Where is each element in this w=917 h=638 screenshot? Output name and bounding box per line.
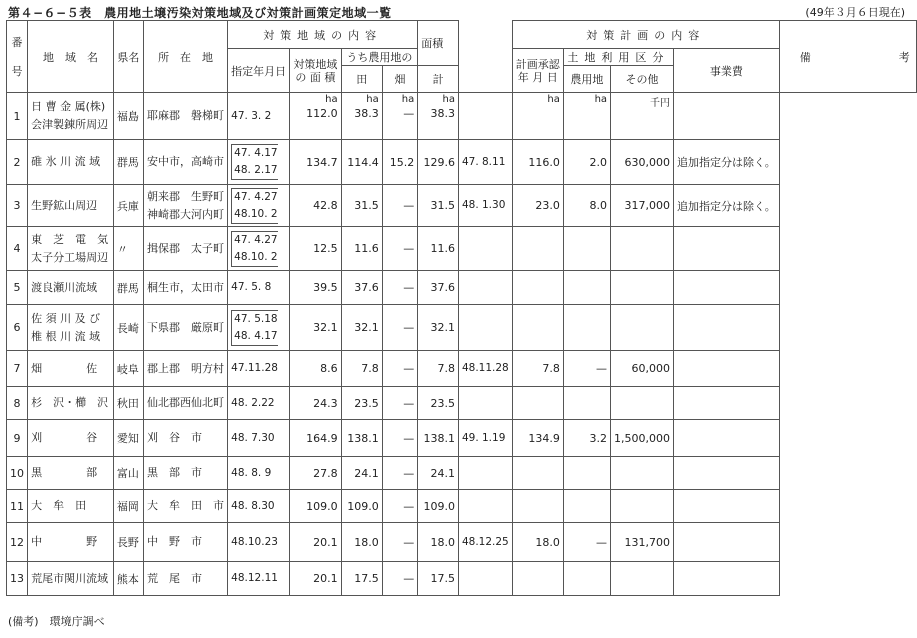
area-name: 荒尾市関川流域 bbox=[28, 562, 114, 596]
row-number: 1 bbox=[7, 93, 28, 140]
prefecture: 長野 bbox=[113, 523, 143, 562]
landuse-other: 8.0 bbox=[563, 185, 610, 227]
remark bbox=[674, 523, 780, 562]
date-bracket: 47. 4.17 48. 2.17 bbox=[231, 144, 277, 180]
unit-ha: ha bbox=[547, 94, 560, 105]
landuse-farm: 18.0 bbox=[512, 523, 563, 562]
field-area: — bbox=[382, 387, 417, 420]
paddy-area: 138.1 bbox=[341, 420, 382, 457]
table-row bbox=[7, 271, 917, 305]
table-row bbox=[7, 305, 917, 351]
header-landuse-group: 土地利用区分 bbox=[563, 49, 673, 66]
header-field: 畑 bbox=[382, 66, 417, 93]
header-no: 番 号 bbox=[7, 21, 28, 93]
project-cost bbox=[611, 93, 674, 140]
project-cost: 60,000 bbox=[611, 351, 674, 387]
header-pref: 県名 bbox=[113, 21, 143, 93]
row-number: 9 bbox=[7, 420, 28, 457]
table-row bbox=[7, 351, 917, 387]
landuse-farm bbox=[512, 271, 563, 305]
project-cost bbox=[611, 490, 674, 523]
designation-date: 48. 2.22 bbox=[228, 387, 290, 420]
remark bbox=[674, 387, 780, 420]
remark bbox=[674, 93, 780, 140]
table-row bbox=[7, 420, 917, 457]
landuse-farm: 7.8 bbox=[512, 351, 563, 387]
approval-date bbox=[458, 457, 512, 490]
region-area: ha 112.0 bbox=[290, 93, 341, 140]
area-name: 佐 須 川 及 び 椎 根 川 流 域 bbox=[28, 305, 114, 351]
table-row bbox=[7, 562, 917, 596]
farm-total: 109.0 bbox=[418, 490, 459, 523]
field-area: — bbox=[382, 305, 417, 351]
location: 耶麻郡 磐梯町 bbox=[143, 93, 227, 140]
farm-total: 24.1 bbox=[418, 457, 459, 490]
designation-date: 48. 7.30 bbox=[228, 420, 290, 457]
approval-date bbox=[458, 227, 512, 271]
date-bracket: 47. 4.27 48.10. 2 bbox=[231, 188, 277, 224]
landuse-farm bbox=[512, 305, 563, 351]
region-area: 24.3 bbox=[290, 387, 341, 420]
area-name: 碓 氷 川 流 域 bbox=[28, 140, 114, 185]
row-number: 13 bbox=[7, 562, 28, 596]
paddy-area: 17.5 bbox=[341, 562, 382, 596]
project-cost: 1,500,000 bbox=[611, 420, 674, 457]
project-cost: 317,000 bbox=[611, 185, 674, 227]
project-cost: 630,000 bbox=[611, 140, 674, 185]
region-area: 27.8 bbox=[290, 457, 341, 490]
landuse-other bbox=[563, 562, 610, 596]
approval-date: 47. 8.11 bbox=[458, 140, 512, 185]
landuse-farm: 116.0 bbox=[512, 140, 563, 185]
area-name: 渡良瀬川流域 bbox=[28, 271, 114, 305]
prefecture: 群馬 bbox=[113, 140, 143, 185]
table-title: 第４−６−５表 農用地土壌汚染対策地域及び対策計画策定地域一覧 bbox=[8, 6, 392, 20]
location: 揖保郡 太子町 bbox=[143, 227, 227, 271]
farm-total: 11.6 bbox=[418, 227, 459, 271]
row-number: 10 bbox=[7, 457, 28, 490]
table-row bbox=[7, 140, 917, 185]
area-name: 杉 沢・櫛 沢 bbox=[28, 387, 114, 420]
paddy-area: 7.8 bbox=[341, 351, 382, 387]
unit-ha: ha bbox=[442, 94, 455, 105]
prefecture: 福島 bbox=[113, 93, 143, 140]
landuse-farm bbox=[512, 93, 563, 140]
row-number: 8 bbox=[7, 387, 28, 420]
source-note: (備考) 環境庁調べ bbox=[8, 615, 105, 628]
unit-ha: ha bbox=[594, 94, 608, 105]
landuse-other bbox=[563, 490, 610, 523]
field-area: — bbox=[382, 490, 417, 523]
field-area: — bbox=[382, 457, 417, 490]
table-row bbox=[7, 227, 917, 271]
landuse-other: — bbox=[563, 351, 610, 387]
landuse-farm bbox=[512, 387, 563, 420]
designation-date: 47.11.28 bbox=[228, 351, 290, 387]
area-name: 東 芝 電 気 太子分工場周辺 bbox=[28, 227, 114, 271]
region-area: 32.1 bbox=[290, 305, 341, 351]
designation-date: 47. 3. 2 bbox=[228, 93, 290, 140]
region-area: 20.1 bbox=[290, 562, 341, 596]
field-area: — bbox=[382, 227, 417, 271]
region-area: 8.6 bbox=[290, 351, 341, 387]
header-cost: 事業費 bbox=[674, 49, 780, 93]
remark bbox=[674, 457, 780, 490]
header-face: 面積 bbox=[418, 21, 459, 66]
remark bbox=[674, 271, 780, 305]
row-number: 5 bbox=[7, 271, 28, 305]
designation-date: 48. 8.30 bbox=[228, 490, 290, 523]
remark: 追加指定分は除く。 bbox=[674, 140, 780, 185]
field-area: — bbox=[382, 271, 417, 305]
project-cost bbox=[611, 305, 674, 351]
field-area: ha — bbox=[382, 93, 417, 140]
prefecture: 秋田 bbox=[113, 387, 143, 420]
header-farm: 農用地 bbox=[563, 66, 610, 93]
field-area: — bbox=[382, 185, 417, 227]
landuse-farm bbox=[512, 562, 563, 596]
paddy-area: 114.4 bbox=[341, 140, 382, 185]
location: 大 牟 田 市 bbox=[143, 490, 227, 523]
row-number: 12 bbox=[7, 523, 28, 562]
location: 荒 尾 市 bbox=[143, 562, 227, 596]
header-area: 対策地域 の 面 積 bbox=[290, 49, 341, 93]
region-area: 109.0 bbox=[290, 490, 341, 523]
field-area: — bbox=[382, 351, 417, 387]
prefecture: 岐阜 bbox=[113, 351, 143, 387]
approval-date: 49. 1.19 bbox=[458, 420, 512, 457]
landuse-other bbox=[563, 387, 610, 420]
table-row bbox=[7, 93, 917, 140]
unit-yen: 千円 bbox=[650, 98, 671, 109]
header-region-group: 対策地域の内容 bbox=[228, 21, 418, 49]
row-number: 2 bbox=[7, 140, 28, 185]
farm-total: 23.5 bbox=[418, 387, 459, 420]
farm-total: 18.0 bbox=[418, 523, 459, 562]
project-cost bbox=[611, 387, 674, 420]
location: 安中市，高崎市 bbox=[143, 140, 227, 185]
header-paddy: 田 bbox=[341, 66, 382, 93]
prefecture: 福岡 bbox=[113, 490, 143, 523]
project-cost bbox=[611, 562, 674, 596]
landuse-other bbox=[563, 305, 610, 351]
row-number: 6 bbox=[7, 305, 28, 351]
prefecture: 長崎 bbox=[113, 305, 143, 351]
farm-total: 17.5 bbox=[418, 562, 459, 596]
paddy-area: 32.1 bbox=[341, 305, 382, 351]
paddy-area: 31.5 bbox=[341, 185, 382, 227]
project-cost bbox=[611, 457, 674, 490]
landuse-other: — bbox=[563, 523, 610, 562]
landuse-farm: 134.9 bbox=[512, 420, 563, 457]
area-name: 中 野 bbox=[28, 523, 114, 562]
header-location: 所 在 地 bbox=[143, 21, 227, 93]
designation-date bbox=[228, 227, 290, 271]
project-cost bbox=[611, 271, 674, 305]
approval-date: 48.11.28 bbox=[458, 351, 512, 387]
designation-date: 48.10.23 bbox=[228, 523, 290, 562]
designation-date bbox=[228, 305, 290, 351]
designation-date: 48.12.11 bbox=[228, 562, 290, 596]
paddy-area: 23.5 bbox=[341, 387, 382, 420]
location: 黒 部 市 bbox=[143, 457, 227, 490]
prefecture: 愛知 bbox=[113, 420, 143, 457]
field-area: — bbox=[382, 420, 417, 457]
farm-total: 37.6 bbox=[418, 271, 459, 305]
header-other: その他 bbox=[611, 66, 674, 93]
table-body bbox=[7, 93, 917, 596]
paddy-area: 37.6 bbox=[341, 271, 382, 305]
as-of-date: (49年３月６日現在) bbox=[805, 6, 905, 19]
paddy-area: 18.0 bbox=[341, 523, 382, 562]
region-area: 39.5 bbox=[290, 271, 341, 305]
remark bbox=[674, 305, 780, 351]
designation-date bbox=[228, 185, 290, 227]
data-table bbox=[6, 20, 917, 596]
location: 下県郡 厳原町 bbox=[143, 305, 227, 351]
region-area: 42.8 bbox=[290, 185, 341, 227]
landuse-farm bbox=[512, 490, 563, 523]
paddy-area: 24.1 bbox=[341, 457, 382, 490]
region-area: 134.7 bbox=[290, 140, 341, 185]
area-name: 畑 佐 bbox=[28, 351, 114, 387]
prefecture: 兵庫 bbox=[113, 185, 143, 227]
location: 中 野 市 bbox=[143, 523, 227, 562]
farm-total: 7.8 bbox=[418, 351, 459, 387]
farm-total: 31.5 bbox=[418, 185, 459, 227]
paddy-area: 109.0 bbox=[341, 490, 382, 523]
row-number: 11 bbox=[7, 490, 28, 523]
landuse-other bbox=[563, 271, 610, 305]
remark: 追加指定分は除く。 bbox=[674, 185, 780, 227]
approval-date: 48.12.25 bbox=[458, 523, 512, 562]
date-bracket: 47. 5.18 48. 4.17 bbox=[231, 310, 277, 346]
unit-ha: ha bbox=[325, 94, 338, 105]
farm-total: 129.6 bbox=[418, 140, 459, 185]
farm-total: 138.1 bbox=[418, 420, 459, 457]
header-remark: 備 考 bbox=[779, 21, 916, 93]
remark bbox=[674, 420, 780, 457]
designation-date: 48. 8. 9 bbox=[228, 457, 290, 490]
approval-date bbox=[458, 490, 512, 523]
paddy-area: ha 38.3 bbox=[341, 93, 382, 140]
paddy-area: 11.6 bbox=[341, 227, 382, 271]
row-number: 3 bbox=[7, 185, 28, 227]
header-approve: 計画承認 年 月 日 bbox=[512, 49, 563, 93]
area-name: 日 曹 金 属(株) 会津製錬所周辺 bbox=[28, 93, 114, 140]
header-farm-group: うち農用地の bbox=[341, 49, 418, 66]
region-area: 12.5 bbox=[290, 227, 341, 271]
farm-total: 32.1 bbox=[418, 305, 459, 351]
approval-date bbox=[458, 305, 512, 351]
approval-date bbox=[458, 387, 512, 420]
landuse-farm: 23.0 bbox=[512, 185, 563, 227]
column-gap bbox=[458, 21, 512, 93]
designation-date bbox=[228, 140, 290, 185]
unit-ha: ha bbox=[401, 94, 415, 105]
header-designate: 指定年月日 bbox=[228, 49, 290, 93]
location: 桐生市，太田市 bbox=[143, 271, 227, 305]
prefecture: 熊本 bbox=[113, 562, 143, 596]
remark bbox=[674, 227, 780, 271]
project-cost bbox=[611, 227, 674, 271]
project-cost: 131,700 bbox=[611, 523, 674, 562]
location: 仙北郡西仙北町 bbox=[143, 387, 227, 420]
location: 朝来郡 生野町 神崎郡大河内町 bbox=[143, 185, 227, 227]
designation-date: 47. 5. 8 bbox=[228, 271, 290, 305]
prefecture: 〃 bbox=[113, 227, 143, 271]
field-area: — bbox=[382, 523, 417, 562]
area-name: 大 牟 田 bbox=[28, 490, 114, 523]
remark bbox=[674, 490, 780, 523]
field-area: — bbox=[382, 562, 417, 596]
table-row bbox=[7, 457, 917, 490]
area-name: 刈 谷 bbox=[28, 420, 114, 457]
landuse-other: 2.0 bbox=[563, 140, 610, 185]
header-name: 地 域 名 bbox=[28, 21, 114, 93]
table-row bbox=[7, 523, 917, 562]
remark bbox=[674, 351, 780, 387]
approval-date: 48. 1.30 bbox=[458, 185, 512, 227]
prefecture: 群馬 bbox=[113, 271, 143, 305]
farm-total: ha 38.3 bbox=[418, 93, 459, 140]
area-name: 黒 部 bbox=[28, 457, 114, 490]
approval-date bbox=[458, 271, 512, 305]
region-area: 20.1 bbox=[290, 523, 341, 562]
row-number: 4 bbox=[7, 227, 28, 271]
location: 刈 谷 市 bbox=[143, 420, 227, 457]
row-number: 7 bbox=[7, 351, 28, 387]
landuse-other: 3.2 bbox=[563, 420, 610, 457]
location: 郡上郡 明方村 bbox=[143, 351, 227, 387]
unit-ha: ha bbox=[366, 94, 379, 105]
table-row bbox=[7, 490, 917, 523]
prefecture: 富山 bbox=[113, 457, 143, 490]
landuse-other bbox=[563, 457, 610, 490]
field-area: 15.2 bbox=[382, 140, 417, 185]
header-plan-group: 対策計画の内容 bbox=[512, 21, 779, 49]
approval-date bbox=[458, 562, 512, 596]
remark bbox=[674, 562, 780, 596]
region-area: 164.9 bbox=[290, 420, 341, 457]
header-total: 計 bbox=[418, 66, 459, 93]
area-name: 生野鉱山周辺 bbox=[28, 185, 114, 227]
approval-date bbox=[458, 93, 512, 140]
landuse-other bbox=[563, 93, 610, 140]
landuse-other bbox=[563, 227, 610, 271]
table-row bbox=[7, 185, 917, 227]
landuse-farm bbox=[512, 227, 563, 271]
landuse-farm bbox=[512, 457, 563, 490]
date-bracket: 47. 4.27 48.10. 2 bbox=[231, 231, 277, 267]
table-row bbox=[7, 387, 917, 420]
